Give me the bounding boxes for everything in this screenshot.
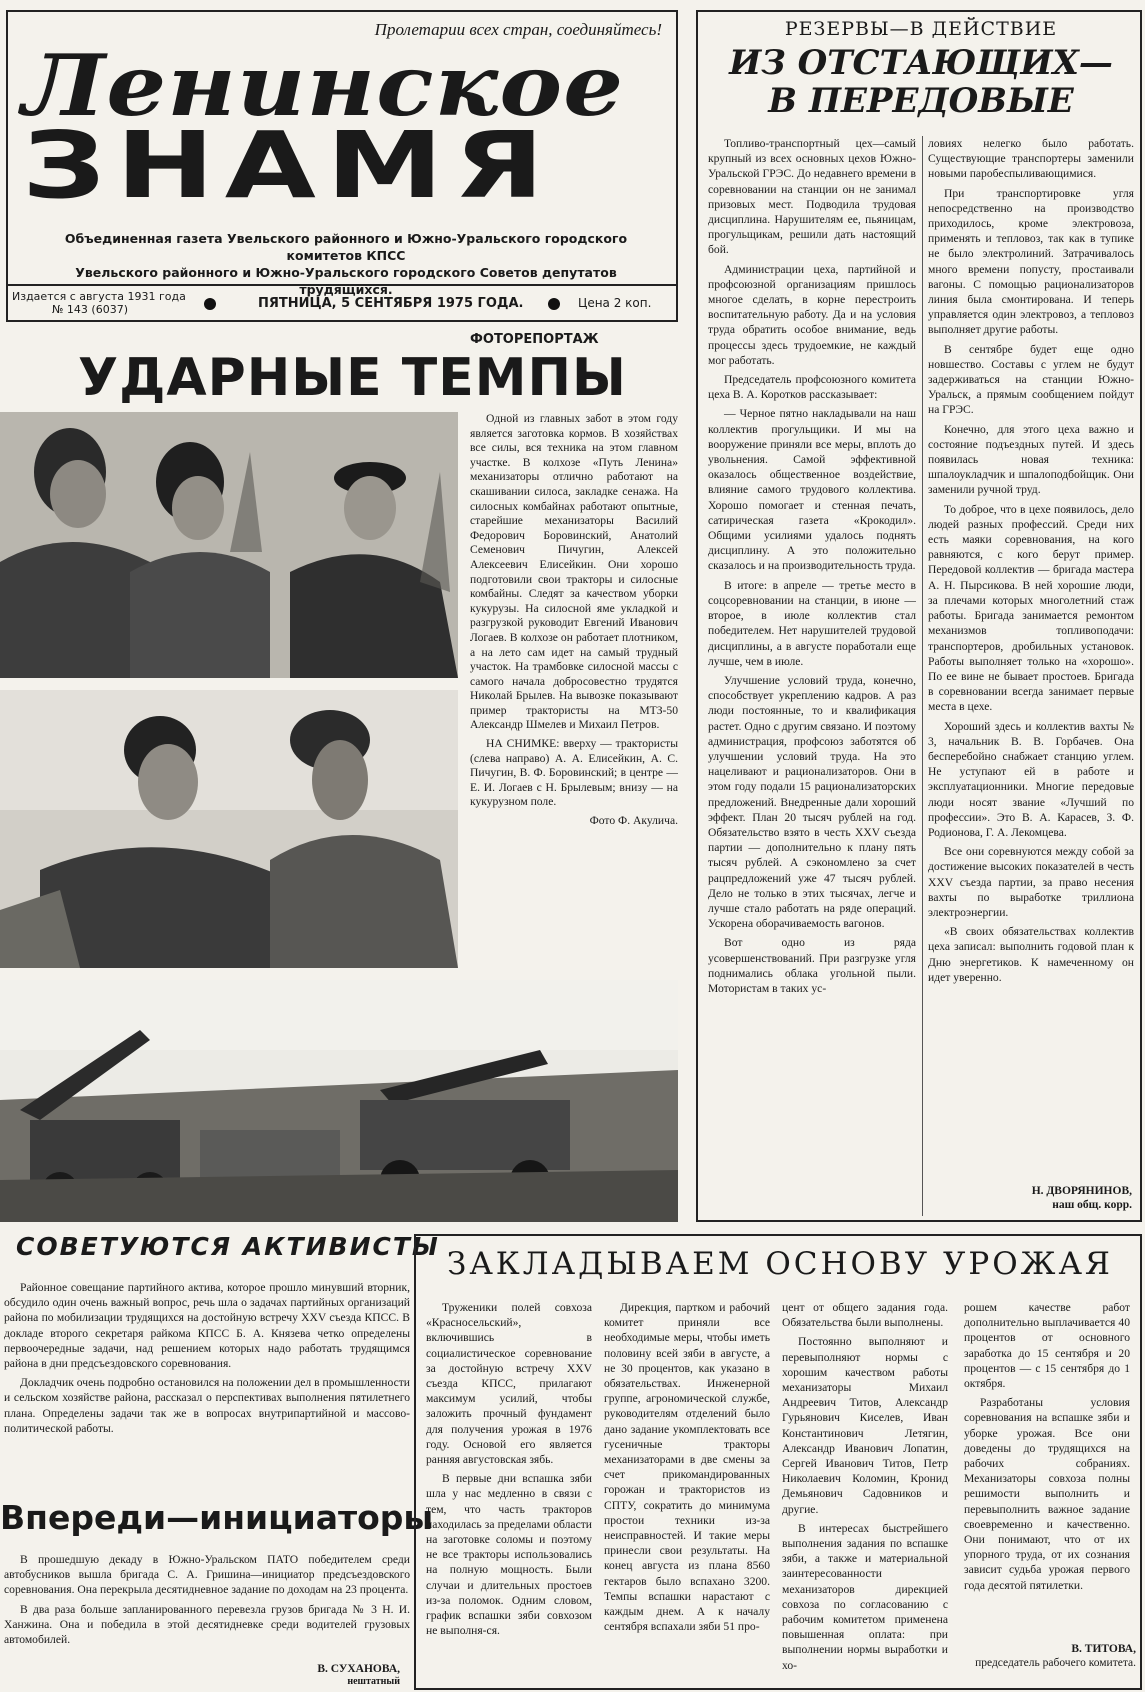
photo-tractor-drivers <box>0 412 458 678</box>
activists-text <box>4 1280 410 1480</box>
issue-info-bar <box>8 284 676 320</box>
subtitle-line1: Объединенная газета Увельского районного и Южно-Уральского городского комитетов КПСС <box>64 231 628 263</box>
signature-title: наш общ. корр. <box>1052 1199 1132 1211</box>
headline-line1: ИЗ ОТСТАЮЩИХ— <box>729 43 1113 83</box>
paragraph: ловиях нелегко было работать. Существующие транспортеры заменили новыми паробеспыливающимися. <box>928 137 1134 181</box>
paragraph: В первые дни вспашка зяби шла у нас медленно в связи с тем, что часть тракторов находилась за пределами области на заготовке соломы и поэтому не все тракторы использовались на полную мощность. Были случаи и длительных простоев из-за поломок. Одним словом, график вспашки зяби совхозом не выполня-ся. <box>426 1472 592 1638</box>
paragraph: Одной из главных забот в этом году является заготовка кормов. В хозяйствах все силы, вся техника на этом главном участке. В колхозе «Путь Ленина» механизаторы отлично работают на скашивании силоса, закладке сенажа. На силосных комбайнах работают опытные, старейшие механизаторы Василий Федорович Боровинский, Анатолий Семенович Пичугин, Алексей Алексеевич Елисейкин. Они хорошо подготовили свои тракторы и силосные комбайны. Следят за качеством уборки кукурузы. На силосной яме укладкой и разгрузкой руководит Евгений Иванович Логаев. В колхозе он работает плотником, а на лето сам идет на самый трудный участок. На трамбовке силосной массы с самого начала добросовестно трудятся Николай Брылев. На вывозке показывают пример трактористы на МТЗ-50 Александр Шмелев и Михаил Петров. <box>470 412 678 732</box>
headline-line2: В ПЕРЕДОВЫЕ <box>768 81 1074 121</box>
photo-image <box>0 690 458 968</box>
paragraph: В прошедшую декаду в Южно-Уральском ПАТО победителем среди автобусников вышла бригада С. А. Гришина—инициатор предсъездовского соревнования. Она перекрыла десятидневное задание по доходам на 23 процента. <box>4 1553 410 1597</box>
newspaper-title-line2: ЗНАМЯ <box>22 112 555 219</box>
signature-name: В. СУХАНОВА, <box>317 1663 400 1675</box>
signature-title: нештатный <box>347 1676 400 1687</box>
signature-name: Н. ДВОРЯНИНОВ, <box>1031 1185 1132 1197</box>
paragraph: При транспортировке угля непосредственно на производство приходилось, кроме электровоза, применять и тепловоз, так как в тупике не было электролиний. Затрачивалось много времени попусту, простаивали вагоны. С помощью рационализаторов линия была смонтирована. И теперь управляется один электровоз, а тепловоз выполняет другие работы. <box>928 186 1134 337</box>
signature-title: председатель рабочего комитета. <box>975 1657 1136 1669</box>
article-signature <box>928 1184 1132 1212</box>
photo-report-label: ФОТОРЕПОРТАЖ <box>470 332 599 347</box>
paragraph: Разработаны условия соревнования на вспашке зяби и уборке урожая. Все они доведены до трудящихся на рабочих собраниях. Механизаторы совхоза полны решимости выполнить и перевыполнить важное задание своевременно и качественно. Они понимают, что от их упорного труда, от их сознания зависит судьба урожая первого года десятой пятилетки. <box>964 1396 1130 1592</box>
paragraph: Районное совещание партийного актива, которое прошло минувший вторник, обсудило один очень важный вопрос, речь шла о задачах партийных организаций района по мобилизации трудящихся на достойную встречу XXV съезда КПСС. В докладе второго секретаря райкома КПСС Б. А. Князева четко определены первоочередные задачи, над решением которых надо работать трудящимся района в дни предсъездовского соревнования. <box>4 1281 410 1371</box>
paragraph: цент от общего задания года. Обязательства были выполнены. <box>782 1301 948 1330</box>
paragraph: Труженики полей совхоза «Красносельский», включившись в социалистическое соревнование за достойную встречу XXV съезда КПСС, прилагают максимум усилий, чтобы заложить прочный фундамент для получения урожая в 1976 году. Основой его является ранняя августовская зябь. <box>426 1301 592 1467</box>
photo-credit: Фото Ф. Акулича. <box>589 814 678 828</box>
paragraph: Топливо-транспортный цех—самый крупный из всех основных цехов Южно-Уральской ГРЭС. До недавнего времени в соревновании на станции он не занимал призовых мест. Подводила трудовая дисциплина. Нарушителям ее, пьяницам, прогульщикам, решили дать настоящий бой. <box>708 137 916 257</box>
article-kicker: РЕЗЕРВЫ—В ДЕЙСТВИЕ <box>784 18 1058 40</box>
bullet-icon <box>204 298 216 310</box>
photo-image <box>0 412 458 678</box>
paragraph: рошем качестве работ дополнительно выплачивается 40 процентов от основного заработка до 15 сентября и 20 процентов — с 15 сентября до 1 октября. <box>964 1301 1130 1391</box>
article-column-1 <box>708 136 916 1216</box>
paragraph: В интересах быстрейшего выполнения задания по вспашке зяби, а также и материальной заинтересованности механизаторов дирекцией совхоза по согласованию с рабочим комитетом применена повышенная оплата: при выполнении нормы выработки и хо- <box>782 1521 948 1672</box>
harvest-column-3 <box>782 1300 948 1684</box>
article-column-2 <box>928 136 1134 1186</box>
photo-corn-field <box>0 980 678 1222</box>
initiators-signature <box>200 1662 400 1687</box>
harvest-column-1 <box>426 1300 592 1684</box>
photo-report-headline: УДАРНЫЕ ТЕМПЫ <box>78 348 627 408</box>
article-reserves <box>696 10 1142 1222</box>
bullet-icon <box>548 298 560 310</box>
initiators-text <box>4 1552 410 1660</box>
issue-date: ПЯТНИЦА, 5 СЕНТЯБРЯ 1975 ГОДА. <box>258 296 524 311</box>
subtitle-line2: Увельского районного и Южно-Уральского городского Советов депутатов трудящихся. <box>75 265 617 297</box>
photo-logaev-brylev <box>0 690 458 968</box>
activists-headline: СОВЕТУЮТСЯ АКТИВИСТЫ <box>16 1232 440 1261</box>
masthead <box>6 10 678 322</box>
harvest-headline: ЗАКЛАДЫВАЕМ ОСНОВУ УРОЖАЯ <box>447 1246 1113 1282</box>
paragraph: Конечно, для этого цеха важно и состояние подъездных путей. И здесь появилась новая техника: шпалоукладчик и шпалоподбойщик. Они заменили ручной труд. <box>928 422 1134 497</box>
newspaper-title-line1: Ленинское <box>22 36 625 135</box>
since-text: Издается с августа 1931 года <box>12 290 186 303</box>
motto: Пролетарии всех стран, соединяйтесь! <box>374 20 662 39</box>
harvest-column-2 <box>604 1300 770 1684</box>
photo-report-text <box>470 412 678 970</box>
article-harvest <box>414 1234 1142 1690</box>
issue-number: № 143 (6037) <box>52 303 129 316</box>
paragraph: Вот одно из ряда усовершенствований. При разгрузке угля поднимались облака угольной пыли. Мотористам в таких ус- <box>708 936 916 995</box>
paragraph: Докладчик очень подробно остановился на положении дел в промышленности и сельском хозяйстве района, рассказал о перспективах выполнения пятилетнего плана. Определены задачи так же в вопросах внутрипартийной и массово-политической работы. <box>4 1376 410 1435</box>
paragraph: То доброе, что в цехе появилось, дело людей разных профессий. Среди них есть маяки соревнования, на кого равняются, с кого берут пример. Передовой коллектив — бригада мастера А. Н. Пырсикова. В ней хорошие люди, за плечами которых многолетний стаж работы. Бригада занимается ремонтом механизмов топливоподачи: транспортеров, дробильных установок. Работы выполняет только на «хорошо». По ее вине не бывает простоев. Бригада в соревновании всегда занимает первые места в цехе. <box>928 502 1134 714</box>
issue-price: Цена 2 коп. <box>578 296 652 310</box>
paragraph: В итоге: в апреле — третье место в соцсоревновании на станции, в июне — второе, в июле коллектив стал победителем. Нет нарушителей трудовой дисциплины, а в августе поработали еще лучше, чем в июле. <box>708 578 916 668</box>
issue-since <box>12 290 186 316</box>
paragraph: Дирекция, партком и рабочий комитет приняли все необходимые меры, чтобы иметь половину всей зяби в августе, а не 30 процентов, как указано в обязательствах. Инженерной группе, агрономической службе, руководителям отделений было дано задание укомплектовать все гусеничные тракторы механизаторами в две смены за счет прикомандированных горожан и трактористов из СПТУ, сократить до минимума простои техники из-за неисправностей. И такие меры принесли свои результаты. На конец августа из плана 8560 гектаров было вспахано 3200. Темпы вспашки нарастают с каждым днем. А к началу сентября вспахали зяби 51 про- <box>604 1301 770 1634</box>
article-headline <box>698 44 1144 120</box>
paragraph: Председатель профсоюзного комитета цеха В. А. Коротков рассказывает: <box>708 373 916 402</box>
paragraph: «В своих обязательствах коллектив цеха записал: выполнить годовой план к Дню энергетиков. К намеченному он идет уверенно. <box>928 925 1134 984</box>
paragraph: В сентябре будет еще одно новшество. Составы с углем не будут задерживаться на станции Южно-Уральск, а прямым сообщением пойдут на ГРЭС. <box>928 342 1134 417</box>
paragraph: Хороший здесь и коллектив вахты № 3, начальник В. В. Горбачев. Она бесперебойно снабжает станцию углем. Не уступают ей в работе и эксплуатационники. Многие передовые люди носят звание «Лучший по профессии». Это В. А. Карасев, З. Ф. Родионова, Г. А. Лекомцева. <box>928 719 1134 839</box>
paragraph: В два раза больше запланированного перевезла грузов бригада № 3 Н. И. Ханжина. Она и победила в этой десятидневке среди водителей грузовых автомобилей. <box>4 1602 410 1647</box>
signature-name: В. ТИТОВА, <box>1071 1643 1136 1655</box>
harvest-signature <box>964 1642 1136 1670</box>
photo-image <box>0 980 678 1222</box>
paragraph: Все они соревнуются между собой за достижение высоких показателей в честь XXV съезда партии, за право несения вахты по выработке триллиона электроэнергии. <box>928 845 1134 919</box>
initiators-headline: Впереди—инициаторы <box>0 1498 434 1537</box>
paragraph: Постоянно выполняют и перевыполняют нормы с хорошим качеством работы механизаторы Михаил Андреевич Титов, Александр Гурьянович Киселев, Иван Константинович Летягин, Александр Иванович Лопатин, Сергей Иванович Титов, Петр Николаевич Коломин, Кронид Демьянович Садовников и другие. <box>782 1335 948 1516</box>
paragraph: — Черное пятно накладывали на наш коллектив прогульщики. И мы на вооружение приняли все меры, вплоть до увольнения. Самой эффективной оказалось общественное воздействие, влияние самого трудового коллектива. Хорошо помогает и стенная печать, сатирическая газета «Крокодил». Общими усилиями удалось поднять дисциплину. А это положительно сказалось и на производительность труда. <box>708 407 916 573</box>
paragraph: Администрации цеха, партийной и профсоюзной организациям пришлось многое сделать, в корне перестроить воспитательную работу. Да и на условия труда обратить особое внимание, ведь процессы здесь трудоемкие, не каждый мог работать. <box>708 262 916 367</box>
column-divider <box>922 136 923 1216</box>
photo-caption: НА СНИМКЕ: вверху — трактористы (слева направо) А. А. Елисейкин, А. С. Пичугин, В. Ф. Боровинский; в центре — Е. И. Логаев с Н. Брылевым; внизу — на кукурузном поле. <box>470 737 678 809</box>
harvest-column-4 <box>964 1300 1130 1636</box>
paragraph: Улучшение условий труда, конечно, способствует укреплению кадров. А раз люди постоянные, то и квалификация растет. Одно с другим связано. И поэтому администрация, профсоюз заботятся об улучшении условий труда. На это нацеливают и рационализаторов. Они в этом году подали 15 рационализаторских предложений. Внедренные дали хороший эффект. План 20 тысяч рублей на год. Обязательство взято в честь XXV съезда партии — дополнительно к плану пять тысяч рублей. А сэкономлено за счет рацпредложений уже 47 тысяч рублей. Дело не только в этих тысячах, легче и лучше стало работать на ряде операций. Ускорена оборачиваемость вагонов. <box>708 673 916 931</box>
